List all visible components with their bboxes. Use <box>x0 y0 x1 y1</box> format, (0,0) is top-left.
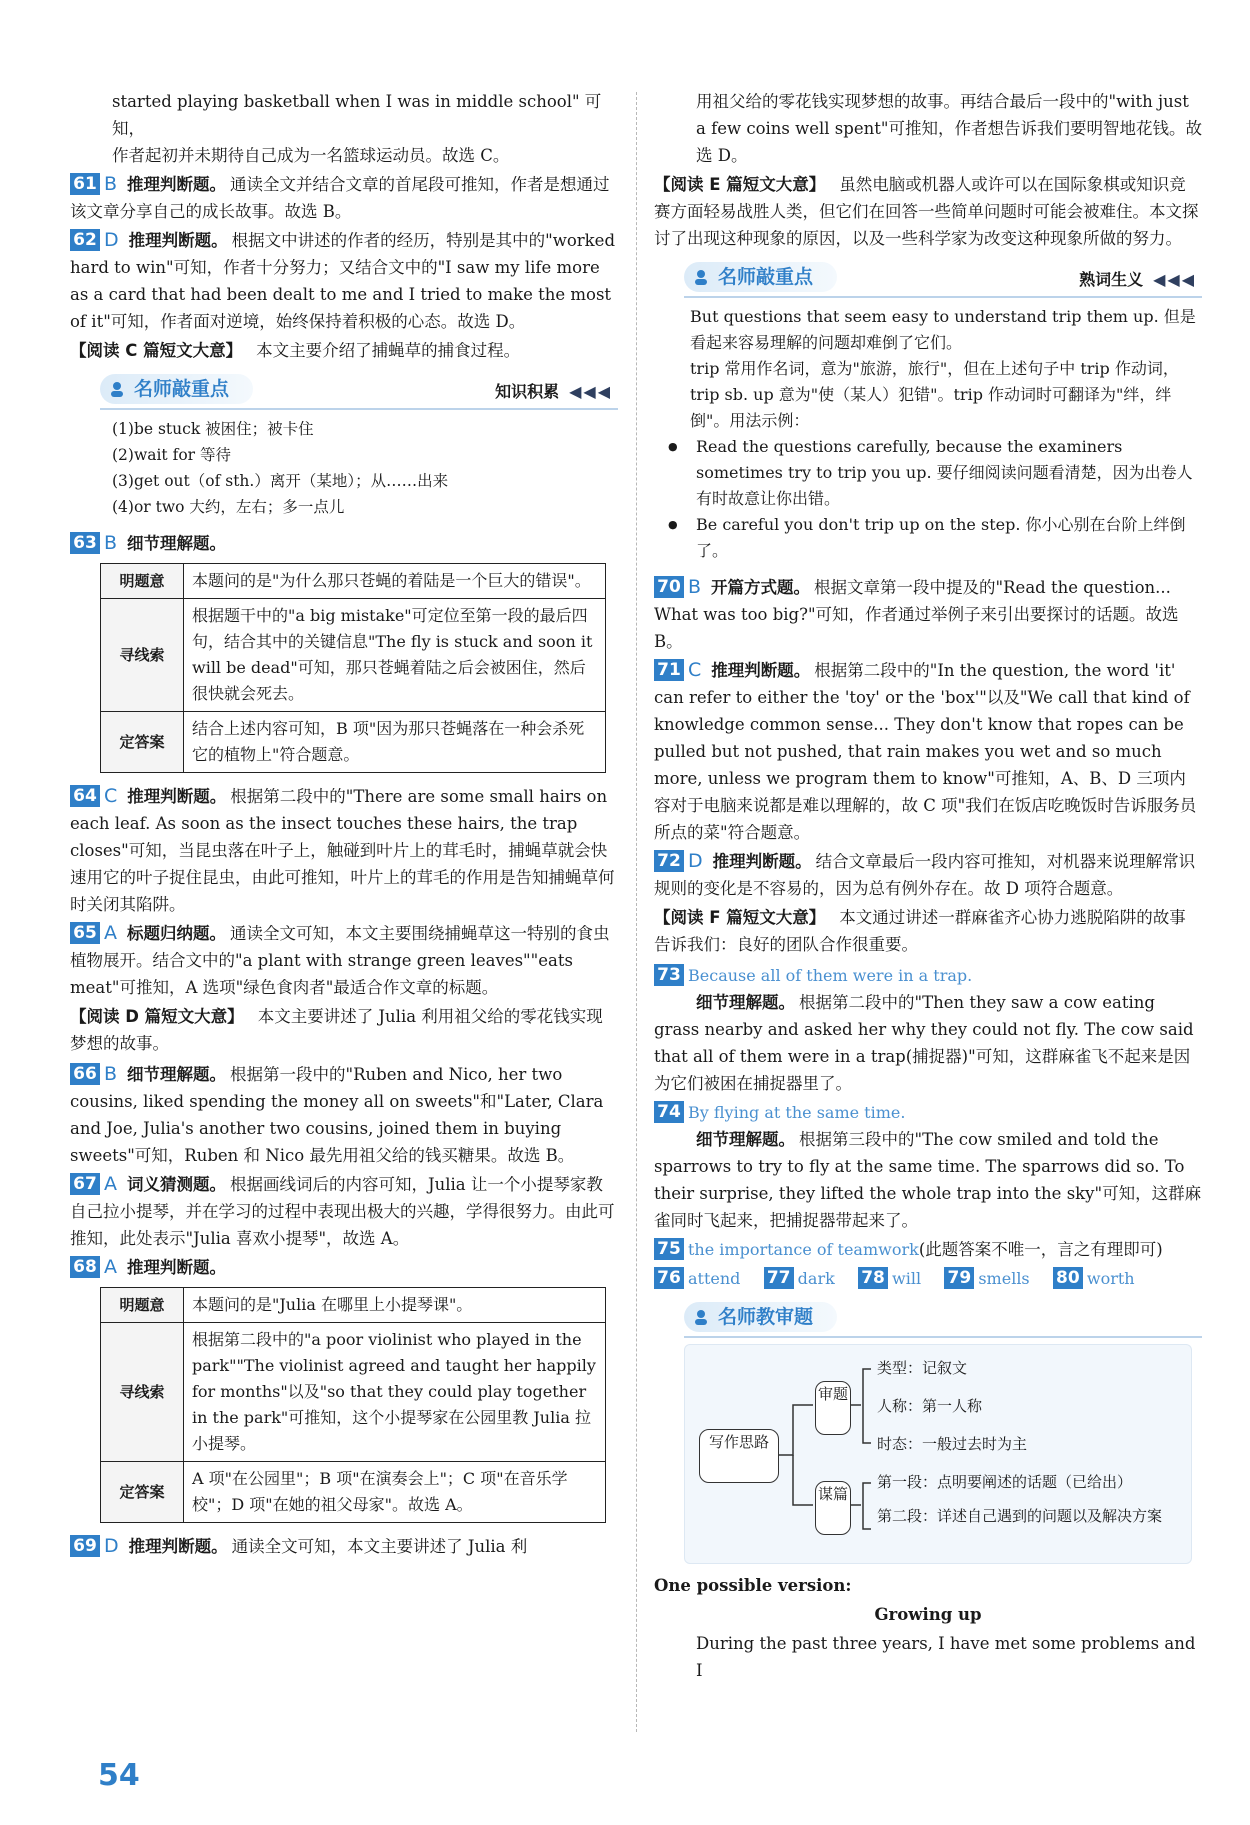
usage-note-1: But questions that seem easy to understand trip them up. 但是看起来容易理解的问题却难倒了它们。 <box>690 307 1196 352</box>
knowledge-item: (2)wait for 等待 <box>112 446 231 464</box>
teacher-icon <box>692 268 710 286</box>
usage-note-2: trip 常用作名词，意为"旅游，旅行"，但在上述句子中 trip 作动词，trip sb. up 意为"使（某人）犯错"。trip 作动词时可翻译为"绊，绊倒"。用法示例： <box>690 359 1179 430</box>
answer-66: 66 B 细节理解题。 根据第一段中的"Ruben and Nico, her two cousins, liked spending the money all on sweets"和"Later, Clara and Joe, Julia's another two cousins, joined them in buying sweets"可知，Ruben 和 Nico 最先用祖父给的钱买糖果。故选 B。 <box>70 1063 604 1165</box>
answer-71: 71 C 推理判断题。 根据第二段中的"In the question, the word 'it' can refer to either the 'toy' or the 'box'"以及"We call that kind of knowledge common sense... They don't know that ropes can be pulled but not pushed, that rain makes you wet and so much more, unless we program them to know"可推知，A、B、D 三项内容对于电脑来说都是难以理解的，故 C 项"我们在饭店吃晚饭时告诉服务员所点的菜"符合题意。 <box>654 659 1197 842</box>
knowledge-item: (1)be stuck 被困住；被卡住 <box>112 420 314 438</box>
page-number: 54 <box>98 1758 140 1793</box>
analysis-table-68: 明题意 本题问的是"Julia 在哪里上小提琴课"。 寻线索 根据第二段中的"a poor violinist who played in the park""The violinist agreed and taught her happily for months"以及"so that they could play together in the park"可推知，这个小提琴家在公园里教 Julia 拉小提琴。 定答案 A 项"在公园里"；B 项"在演奏会上"；C 项"在音乐学校"；D 项"在她的祖父母家"。故选 A。 <box>100 1287 606 1523</box>
mindmap-branch-review: 审题 <box>815 1381 851 1435</box>
knowledge-item: (3)get out（of sth.）离开（某地）；从……出来 <box>112 472 449 490</box>
answers-76-80: 76 attend 77 dark 78 will 79 smells 80 worth <box>654 1265 1202 1292</box>
q69-tail: 用祖父给的零花钱实现梦想的故事。再结合最后一段中的"with just a few coins well spent"可推知，作者想告诉我们要明智地花钱。故选 D。 <box>696 92 1202 165</box>
mindmap-item: 类型：记叙文 <box>877 1359 968 1377</box>
knowledge-item: (4)or two 大约，左右；多一点儿 <box>112 498 345 516</box>
answer-62: 62 D 推理判断题。 根据文中讲述的作者的经历，特别是其中的"worked hard to win"可知，作者十分努力；又结合文中的"I saw my life more as a card that had been dealt to me and I tried to make the most of it"可知，作者面对逆境，始终保持着积极的心态。故选 D。 <box>70 229 615 331</box>
knowledge-list <box>70 416 618 520</box>
answer-69: 69 D 推理判断题。 通读全文可知，本文主要讲述了 Julia 利 <box>70 1533 618 1560</box>
usage-example-1: ● Read the questions carefully, because the examiners sometimes try to trip you up. 要仔细阅读问题看清楚，因为出卷人有时故意让你出错。 <box>654 434 1202 512</box>
answer-65: 65 A 标题归纳题。 通读全文可知，本文主要围绕捕蝇草这一特别的食虫植物展开。结合文中的"a plant with strange green leaves""eats meat"可推知，A 选项"绿色食肉者"最适合作文章的标题。 <box>70 922 610 997</box>
usage-example-2: ● Be careful you don't trip up on the step. 你小心别在台阶上绊倒了。 <box>654 512 1202 564</box>
mindmap-branch-plan: 谋篇 <box>815 1481 851 1535</box>
answer-70: 70 B 开篇方式题。 根据文章第一段中提及的"Read the question... What was too big?"可知，作者通过举例子来引出要探讨的话题。故选 B。 <box>654 576 1179 651</box>
qnum-61: 61 <box>70 173 100 195</box>
q60-tail: started playing basketball when I was in middle school" 可知， 作者起初并未期待自己成为一名篮球运动员。故选 C。 <box>112 92 602 165</box>
essay-title: Growing up <box>874 1605 982 1624</box>
banner-key-points-2: 名师敲重点 熟词生义 ◀◀◀ <box>684 262 1202 298</box>
banner-key-points-1: 名师敲重点 知识积累 ◀◀◀ <box>100 374 618 410</box>
answer-72: 72 D 推理判断题。 结合文章最后一段内容可推知，对机器来说理解常识规则的变化是不容易的，因为总有例外存在。故 D 项符合题意。 <box>654 850 1196 898</box>
column-divider <box>636 92 637 1732</box>
left-column <box>70 88 618 1562</box>
teacher-icon <box>108 380 126 398</box>
essay-first-line: During the past three years, I have met some problems and I <box>696 1634 1196 1680</box>
analysis-table-63: 明题意 本题问的是"为什么那只苍蝇的着陆是一个巨大的错误"。 寻线索 根据题干中的"a big mistake"可定位至第一段的最后四句，结合其中的关键信息"The fly is stuck and soon it will be dead"可知，那只苍蝇着陆之后会被困住，然后很快就会死去。 定答案 结合上述内容可知，B 项"因为那只苍蝇落在一种会杀死它的植物上"符合题意。 <box>100 563 606 773</box>
summary-d: 【阅读 D 篇短文大意】 本文主要讲述了 Julia 利用祖父给的零花钱实现梦想的故事。 <box>70 1007 603 1053</box>
mindmap-item: 时态：一般过去时为主 <box>877 1435 1028 1453</box>
mindmap-item: 第一段：点明要阐述的话题（已给出） <box>877 1473 1133 1491</box>
answer-67: 67 A 词义猜测题。 根据画线词后的内容可知，Julia 让一个小提琴家教自己拉小提琴，并在学习的过程中表现出极大的兴趣，学得很努力。由此可推知，此处表示"Julia 喜欢小提琴"，故选 A。 <box>70 1173 615 1248</box>
answer-61: 61 B 推理判断题。 通读全文并结合文章的首尾段可推知，作者是想通过该文章分享自己的成长故事。故选 B。 <box>70 173 610 221</box>
summary-e: 【阅读 E 篇短文大意】 虽然电脑或机器人或许可以在国际象棋或知识竞赛方面轻易战胜人类，但它们在回答一些简单问题时可能会被难住。本文探讨了出现这种现象的原因，以及一些科学家为改变这种现象所做的努力。 <box>654 175 1199 248</box>
mindmap-item: 人称：第一人称 <box>877 1397 983 1415</box>
banner-writing-guide: 名师教审题 <box>684 1302 1202 1338</box>
version-label: One possible version: <box>654 1576 852 1595</box>
answer-63: 63 B 细节理解题。 <box>70 530 618 557</box>
triple-arrow-icon: ◀◀◀ <box>1153 270 1196 289</box>
right-column <box>654 88 1202 1686</box>
answer-73: 73 Because all of them were in a trap. 细节理解题。 根据第二段中的"Then they saw a cow eating grass nearby and asked her why they could not fly. The cow said that all of them were in a trap(捕捉器)"可知，这群麻雀飞不起来是因为它们被困在捕捉器里了。 <box>654 965 1194 1093</box>
answer-74: 74 By flying at the same time. 细节理解题。 根据第三段中的"The cow smiled and told the sparrows to try to fly at the same time. The sparrows did so. To their surprise, they lifted the whole trap into the sky"可知，这群麻雀同时飞起来，把捕捉器带起来了。 <box>654 1102 1202 1230</box>
writing-mindmap <box>684 1344 1192 1564</box>
summary-f: 【阅读 F 篇短文大意】 本文通过讲述一群麻雀齐心协力逃脱陷阱的故事告诉我们：良好的团队合作很重要。 <box>654 908 1186 954</box>
mindmap-root: 写作思路 <box>699 1429 779 1483</box>
teacher-icon <box>692 1308 710 1326</box>
triple-arrow-icon: ◀◀◀ <box>569 382 612 401</box>
answer-75: 75 the importance of teamwork(此题答案不唯一，言之有理即可) <box>654 1236 1202 1263</box>
summary-c: 【阅读 C 篇短文大意】 本文主要介绍了捕蝇草的捕食过程。 <box>70 341 521 360</box>
mindmap-item: 第二段：详述自己遇到的问题以及解决方案 <box>877 1507 1163 1525</box>
answer-68: 68 A 推理判断题。 <box>70 1254 618 1281</box>
answer-64: 64 C 推理判断题。 根据第二段中的"There are some small hairs on each leaf. As soon as the insect touches these hairs, the trap closes"可知，当昆虫落在叶子上，触碰到叶片上的茸毛时，捕蝇草就会快速用它的叶子捉住昆虫，由此可推知，叶片上的茸毛的作用是告知捕蝇草何时关闭其陷阱。 <box>70 785 615 914</box>
